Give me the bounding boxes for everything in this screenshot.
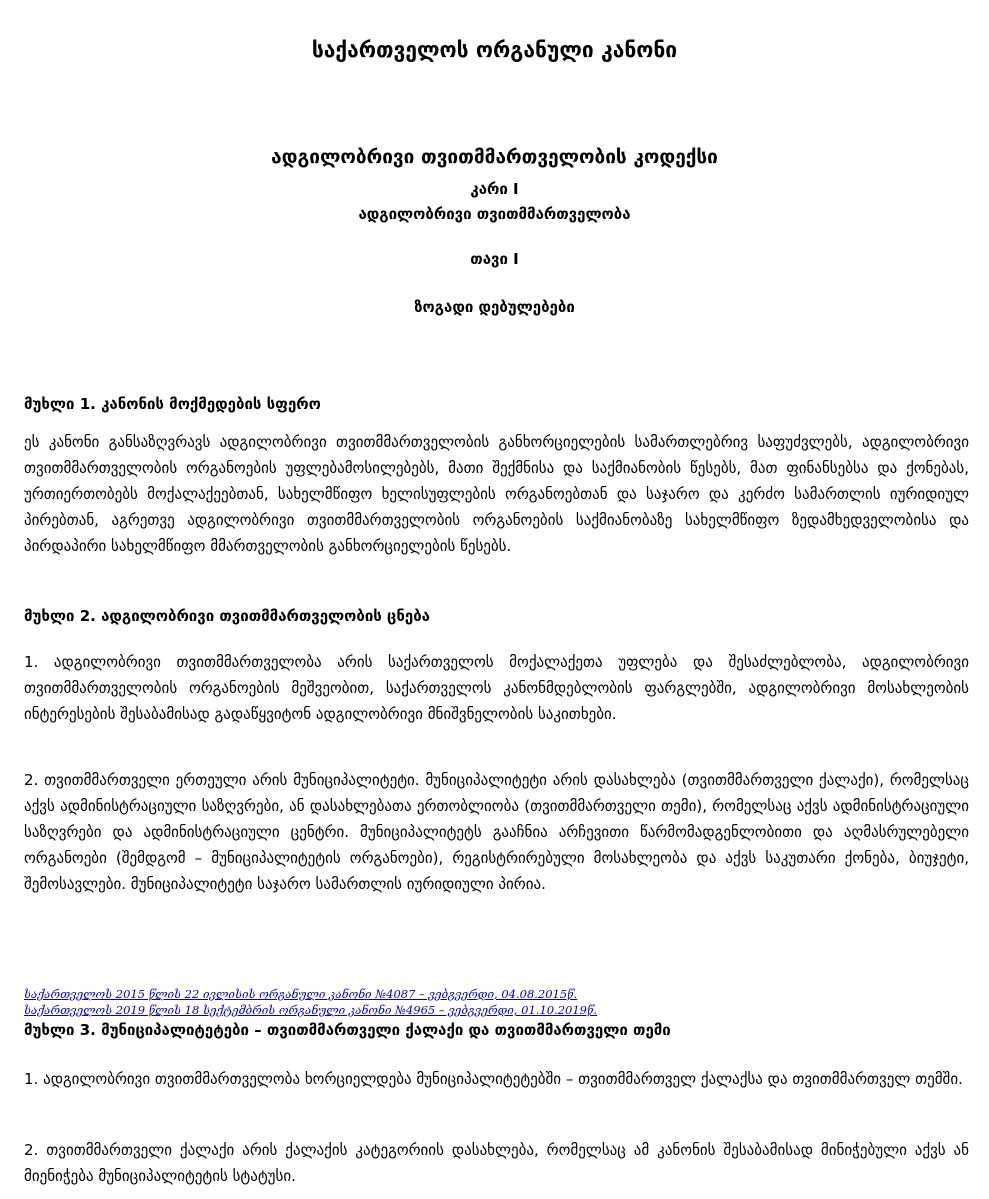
amendment-link-2015[interactable]: საქართველოს 2015 წლის 22 ივლისის ორგანული კანონი №4087 – ვებგვერდი, 04.08.2015წ. [24, 987, 578, 1001]
part-title: ადგილობრივი თვითმმართველობა [358, 205, 631, 223]
article-2-paragraph-2: 2. თვითმმართველი ერთეული არის მუნიციპალიტეტი. მუნიციპალიტეტი არის დასახლება (თვითმმართველი ქალაქი), რომელსაც აქვს ადმინისტრაციული საზღვრები, ან დასახლებათა ერთობლიობა (თვითმმართველი თემი), რომელსაც აქვს ადმინისტრაციული საზღვრები და ადმინისტრაციული ცენტრი. მუნიციპალიტეტს გააჩნია არჩევითი წარმომადგენლობითი და აღმასრულებელი ორგანოები (შემდგომ – მუნიციპალიტეტის ორგანოები), რეგისტრირებული მოსახლეობა და აქვს საკუთარი ქონება, ბიუჯეტი, შემოსავლები. მუნიციპალიტეტი საჯარო სამართლის იურიდიული პირია. [24, 771, 969, 893]
amendment-links [24, 986, 969, 1018]
part-number: კარი I [470, 180, 519, 198]
article-3-heading: მუხლი 3. მუნიციპალიტეტები – თვითმმართველი ქალაქი და თვითმმართველი თემი [24, 1021, 671, 1039]
law-title: საქართველოს ორგანული კანონი [311, 38, 678, 62]
article-2-paragraph-1: 1. ადგილობრივი თვითმმართველობა არის საქართველოს მოქალაქეთა უფლება და შესაძლებლობა, ადგილობრივი თვითმმართველობის ორგანოების მეშვეობით, საქართველოს კანონმდებლობის ფარგლებში, ადგილობრივი მოსახლეობის ინტერესების შესაბამისად გადაწყვიტონ ადგილობრივი მნიშვნელობის საკითხები. [24, 653, 969, 723]
code-title: ადგილობრივი თვითმმართველობის კოდექსი [271, 146, 718, 168]
article-1-heading: მუხლი 1. კანონის მოქმედების სფერო [24, 395, 321, 413]
amendment-link-2019[interactable]: საქართველოს 2019 წლის 18 სექტემბრის ორგანული კანონი №4965 – ვებგვერდი, 01.10.2019წ. [24, 1003, 598, 1017]
article-2-heading: მუხლი 2. ადგილობრივი თვითმმართველობის ცნება [24, 607, 430, 625]
chapter-number: თავი I [470, 250, 519, 268]
article-3-paragraph-2: 2. თვითმმართველი ქალაქი არის ქალაქის კატეგორიის დასახლება, რომელსაც ამ კანონის შესაბამისად მინიჭებული აქვს ან მიენიჭება მუნიციპალიტეტის სტატუსი. [24, 1141, 969, 1185]
chapter-title: ზოგადი დებულებები [414, 298, 575, 316]
article-1-paragraph: ეს კანონი განსაზღვრავს ადგილობრივი თვითმმართველობის განხორციელების სამართლებრივ საფუძვლებს, ადგილობრივი თვითმმართველობის ორგანოების უფლებამოსილებებს, მათი შექმნისა და საქმიანობის წესებს, მათ ფინანსებსა და ქონებას, ურთიერთობებს მოქალაქეებთან, სახელმწიფო ხელისუფლების ორგანოებთან და საჯარო და კერძო სამართლის იურიდიულ პირებთან, აგრეთვე ადგილობრივი თვითმმართველობის ორგანოების საქმიანობაზე სახელმწიფო ზედამხედველობისა და პირდაპირი სახელმწიფო მმართველობის განხორციელების წესებს. [24, 433, 969, 555]
article-3-paragraph-1: 1. ადგილობრივი თვითმმართველობა ხორციელდება მუნიციპალიტეტებში – თვითმმართველ ქალაქსა და თვითმმართველ თემში. [24, 1070, 963, 1088]
